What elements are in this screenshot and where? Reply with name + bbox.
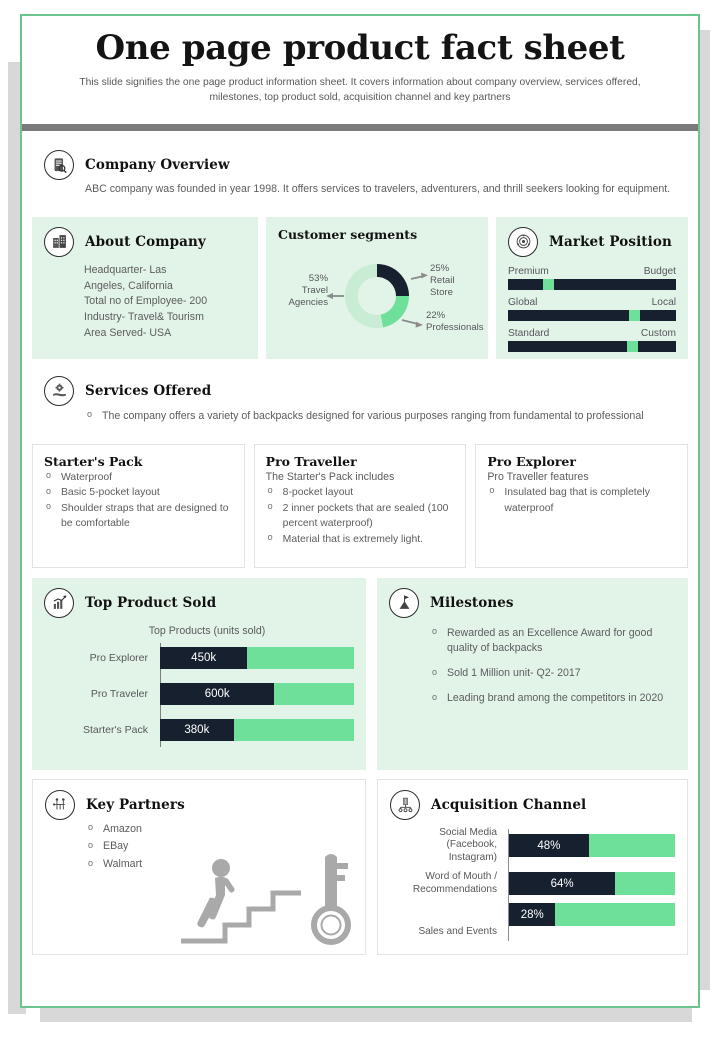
about-line: Angeles, California [84, 279, 173, 292]
top-product-sold-header [44, 588, 354, 618]
bar-track [160, 683, 354, 705]
product-feature-list [44, 470, 233, 532]
market-slider-knob[interactable] [543, 279, 554, 290]
top-product-sold-card [32, 578, 366, 770]
market-slider-left-label: Global [508, 296, 538, 308]
product-name: Starter's Pack [44, 453, 143, 469]
key-partners-header [45, 790, 353, 820]
market-slider-row [508, 297, 676, 321]
product-cards-row [32, 444, 688, 568]
bar-value-label: 48% [537, 839, 561, 852]
bar-fill [509, 872, 615, 895]
bar-fill [160, 683, 274, 705]
bar-category-label: Pro Explorer [89, 651, 148, 664]
bar-row [390, 865, 675, 903]
list-item: o 8-pocket layout [266, 485, 455, 501]
milestones-card [377, 578, 688, 770]
acquisition-channel-header [390, 790, 675, 820]
bar-row [48, 641, 354, 675]
bar-value-label: 28% [520, 908, 544, 921]
services-offered-header [44, 376, 676, 406]
bottom-row [32, 779, 688, 955]
market-slider-track[interactable] [508, 341, 676, 352]
key-partners-card [32, 779, 366, 955]
bar-row [48, 677, 354, 711]
key-partners-title: Key Partners [86, 796, 185, 813]
product-feature-list [266, 485, 455, 547]
segment-label-travel-agencies: 53% Travel Agencies [288, 272, 328, 308]
flag-mountain-icon [389, 588, 419, 618]
bar-track [160, 719, 354, 741]
person-climbing-stairs-to-key-illustration [179, 851, 359, 952]
about-company-details [84, 263, 246, 342]
bar-value-label: 64% [550, 877, 574, 890]
milestones-title: Milestones [430, 594, 514, 611]
bar-fill [509, 834, 589, 857]
funnel-nodes-icon [390, 790, 420, 820]
market-position-title: Market Position [549, 233, 672, 250]
product-feature-list [487, 485, 676, 516]
services-offered-card [32, 367, 688, 437]
bar-fill [509, 903, 555, 926]
bar-fill [160, 647, 247, 669]
list-item: o Basic 5-pocket layout [44, 485, 233, 501]
product-card-starters-pack [32, 444, 245, 568]
market-slider-track[interactable] [508, 279, 676, 290]
page-title: One page product fact sheet [95, 28, 625, 68]
market-position-header [508, 227, 676, 257]
sheet [20, 14, 700, 1008]
company-overview-text: ABC company was founded in year 1998. It offers services to travelers, adventurers, and thrill seekers looking for equipment. [85, 183, 671, 196]
customer-segments-title: Customer segments [278, 226, 418, 242]
list-item: o The company offers a variety of backpacks designed for various purposes ranging from fundamental to professional [85, 409, 676, 425]
network-nodes-icon [45, 790, 75, 820]
market-position-sliders [508, 266, 676, 352]
customer-segments-card [266, 217, 488, 359]
product-name: Pro Traveller [265, 453, 357, 469]
top-product-bar-chart [48, 641, 354, 747]
market-slider-row [508, 266, 676, 290]
acquisition-bar-chart [390, 827, 675, 941]
list-item: o Walmart [86, 857, 353, 873]
product-card-pro-traveller [254, 444, 467, 568]
segment-label-retail: 25% Retail Store [430, 262, 455, 298]
about-line: Industry- Travel& Tourism [84, 311, 204, 324]
document-search-icon [44, 150, 74, 180]
mid-row [32, 578, 688, 770]
header [22, 16, 698, 114]
customer-segments-donut-chart [278, 246, 484, 346]
product-card-pro-explorer [475, 444, 688, 568]
list-item: o Shoulder straps that are designed to be comfortable [44, 501, 233, 532]
market-slider-knob[interactable] [629, 310, 640, 321]
bar-track [509, 834, 675, 857]
building-icon [44, 227, 74, 257]
bar-track [509, 903, 675, 926]
services-offered-list [85, 409, 676, 425]
bar-category-label: Word of Mouth / Recommendations [412, 870, 497, 895]
product-lead: Pro Traveller features [487, 470, 589, 483]
market-slider-right-label: Budget [643, 265, 676, 277]
bar-track [160, 647, 354, 669]
bar-value-label: 380k [184, 723, 210, 736]
bar-track [509, 872, 675, 895]
market-slider-knob[interactable] [627, 341, 638, 352]
about-company-card [32, 217, 258, 359]
market-slider-left-label: Premium [508, 265, 549, 277]
bar-category-label: Pro Traveler [90, 687, 148, 700]
list-item: o Insulated bag that is completely waterproof [487, 485, 676, 516]
services-offered-title: Services Offered [85, 382, 212, 399]
market-slider-left-label: Standard [508, 327, 550, 339]
top-product-sold-title: Top Product Sold [85, 594, 217, 611]
bar-value-label: 450k [191, 651, 217, 664]
bar-row [48, 713, 354, 747]
market-slider-right-label: Custom [640, 327, 676, 339]
bar-chart-growth-icon [44, 588, 74, 618]
product-lead: The Starter's Pack includes [265, 470, 395, 483]
list-item: o Sold 1 Million unit- Q2- 2017 [430, 666, 676, 682]
product-name: Pro Explorer [487, 453, 576, 469]
list-item: o EBay [86, 839, 353, 855]
bar-category-label: Starter's Pack [82, 723, 148, 736]
list-item: o Waterproof [44, 470, 233, 486]
about-row [32, 217, 688, 359]
bar-row [390, 903, 675, 941]
market-position-card [496, 217, 688, 359]
acquisition-channel-title: Acquisition Channel [431, 796, 587, 813]
segment-label-professionals: 22% Professionals [426, 309, 484, 333]
company-overview-title: Company Overview [85, 157, 230, 174]
bar-category-label: Social Media (Facebook, Instagram) [439, 826, 497, 863]
hand-gear-icon [44, 376, 74, 406]
acquisition-channel-card [377, 779, 688, 955]
list-item: o Leading brand among the competitors in 2020 [430, 691, 676, 707]
about-line: Area Served- USA [84, 327, 172, 340]
about-company-title: About Company [85, 233, 206, 250]
about-company-header [44, 227, 246, 257]
header-divider-bar [22, 124, 698, 131]
list-item: o Rewarded as an Excellence Award for good quality of backpacks [430, 626, 676, 658]
milestones-list [430, 626, 676, 708]
market-slider-row [508, 328, 676, 352]
about-line: Headquarter- Las [84, 263, 167, 276]
milestones-header [389, 588, 676, 618]
company-overview-card [32, 141, 688, 208]
list-item: o Amazon [86, 822, 353, 838]
about-line: Total no of Employee- 200 [84, 295, 208, 308]
bar-row [390, 827, 675, 865]
page-subtitle: This slide signifies the one page product information sheet. It covers information about company overview, services offered, milestones, top product sold, acquisition channel and key partners [79, 77, 641, 104]
market-slider-right-label: Local [651, 296, 676, 308]
bar-value-label: 600k [204, 687, 230, 700]
company-overview-header [44, 150, 676, 180]
target-icon [508, 227, 538, 257]
list-item: o Material that is extremely light. [266, 532, 455, 548]
market-slider-track[interactable] [508, 310, 676, 321]
top-product-chart-caption: Top Products (units sold) [148, 624, 266, 637]
list-item: o 2 inner pockets that are sealed (100 percent waterproof) [266, 501, 455, 532]
bar-category-label: Sales and Events [418, 925, 497, 937]
bar-fill [160, 719, 234, 741]
